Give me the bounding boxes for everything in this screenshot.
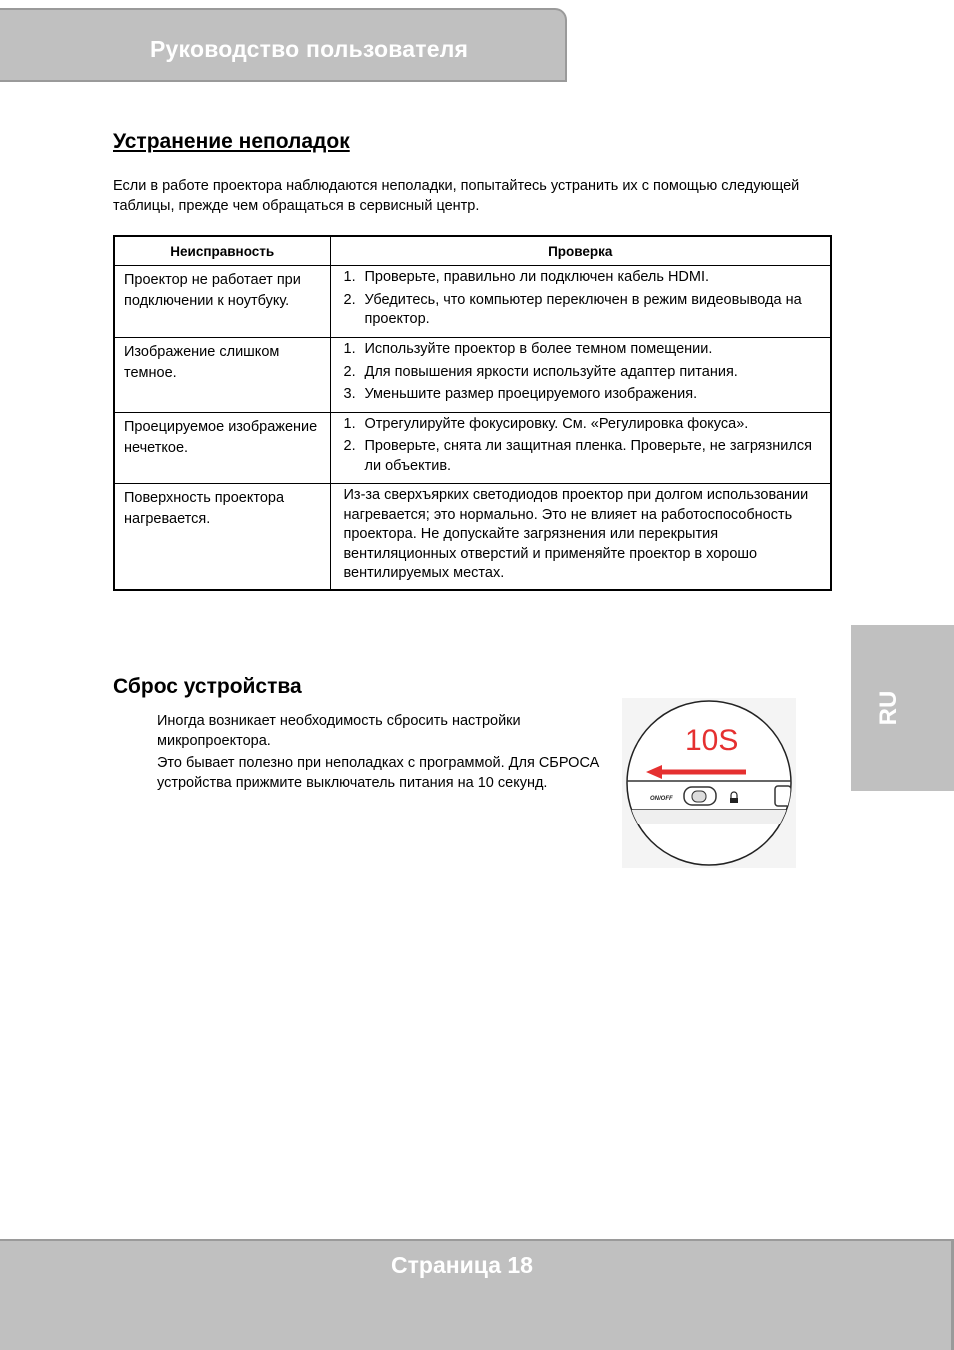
check-step: [344, 268, 823, 288]
problem-cell: Изображение слишком темное.: [114, 338, 330, 413]
check-cell: [330, 412, 831, 484]
step-number: 2.: [343, 363, 356, 380]
problem-cell: Поверхность проектора нагревается.: [114, 484, 330, 590]
column-header-problem: Неисправность: [114, 236, 330, 266]
step-text: Уменьшите размер проецируемого изображения.: [364, 386, 698, 402]
check-steps-list: [344, 415, 823, 477]
check-step: [344, 340, 823, 360]
reset-instructions: [157, 711, 617, 795]
switch-label: ON/OFF: [650, 796, 673, 802]
check-step: [344, 363, 823, 383]
check-note: Из-за сверхъярких светодиодов проектор при долгом использовании нагревается; это нормально. Это не влияет на работоспособность проектора. Не допускайте загрязнения или перекрытия вентиляционных отверстий и применяйте проектор в хорошо вентилируемых местах.: [330, 484, 831, 590]
column-header-check: Проверка: [330, 236, 831, 266]
troubleshooting-title: Устранение неполадок: [113, 130, 350, 153]
step-text: Используйте проектор в более темном помещении.: [364, 341, 713, 357]
table-row: [114, 266, 831, 338]
check-step: [344, 415, 823, 435]
step-number: 2.: [343, 291, 356, 308]
switch-knob: [692, 791, 706, 802]
problem-cell: Проецируемое изображение нечеткое.: [114, 412, 330, 484]
problem-cell: Проектор не работает при подключении к ноутбуку.: [114, 266, 330, 338]
check-cell: [330, 338, 831, 413]
page-number: Страница 18: [391, 1252, 533, 1278]
check-step: [344, 291, 823, 330]
reset-title: Сброс устройства: [113, 675, 302, 698]
step-number: 3.: [343, 386, 356, 402]
step-text: Проверьте, правильно ли подключен кабель HDMI.: [364, 269, 710, 285]
step-text: Для повышения яркости используйте адаптер питания.: [364, 363, 738, 380]
step-number: 1.: [343, 341, 356, 357]
header-divider: [0, 80, 567, 82]
step-text: Проверьте, снята ли защитная пленка. Проверьте, не загрязнился ли объектив.: [364, 438, 812, 474]
step-text: Убедитесь, что компьютер переключен в режим видеовывода на проектор.: [364, 291, 802, 327]
check-steps-list: [344, 268, 823, 330]
troubleshooting-table: [113, 235, 832, 591]
device-body: [622, 810, 796, 824]
table-row: [114, 412, 831, 484]
table-row: [114, 338, 831, 413]
table-row: [114, 484, 831, 590]
header-title: Руководство пользователя: [150, 36, 469, 62]
reset-paragraph: Это бывает полезно при неполадках с программой. Для СБРОСА устройства прижмите выключатель питания на 10 секунд.: [157, 755, 600, 791]
check-step: [344, 385, 823, 405]
check-steps-list: [344, 340, 823, 405]
step-number: 2.: [343, 438, 356, 454]
troubleshooting-intro: Если в работе проектора наблюдаются неполадки, попытайтесь устранить их с помощью следующей таблицы, прежде чем обращаться в сервисный центр.: [113, 178, 800, 214]
lock-icon-body: [730, 798, 738, 803]
step-text: Отрегулируйте фокусировку. См. «Регулировка фокуса».: [364, 415, 749, 432]
check-step: [344, 437, 823, 476]
language-tab-label: RU: [875, 690, 902, 726]
table-header-row: [114, 236, 831, 266]
reset-paragraph: Иногда возникает необходимость сбросить настройки микропроектора.: [157, 713, 521, 749]
check-cell: [330, 266, 831, 338]
time-label: 10S: [685, 724, 739, 757]
reset-figure: [622, 698, 796, 868]
step-number: 1.: [343, 269, 356, 285]
step-number: 1.: [343, 415, 356, 432]
